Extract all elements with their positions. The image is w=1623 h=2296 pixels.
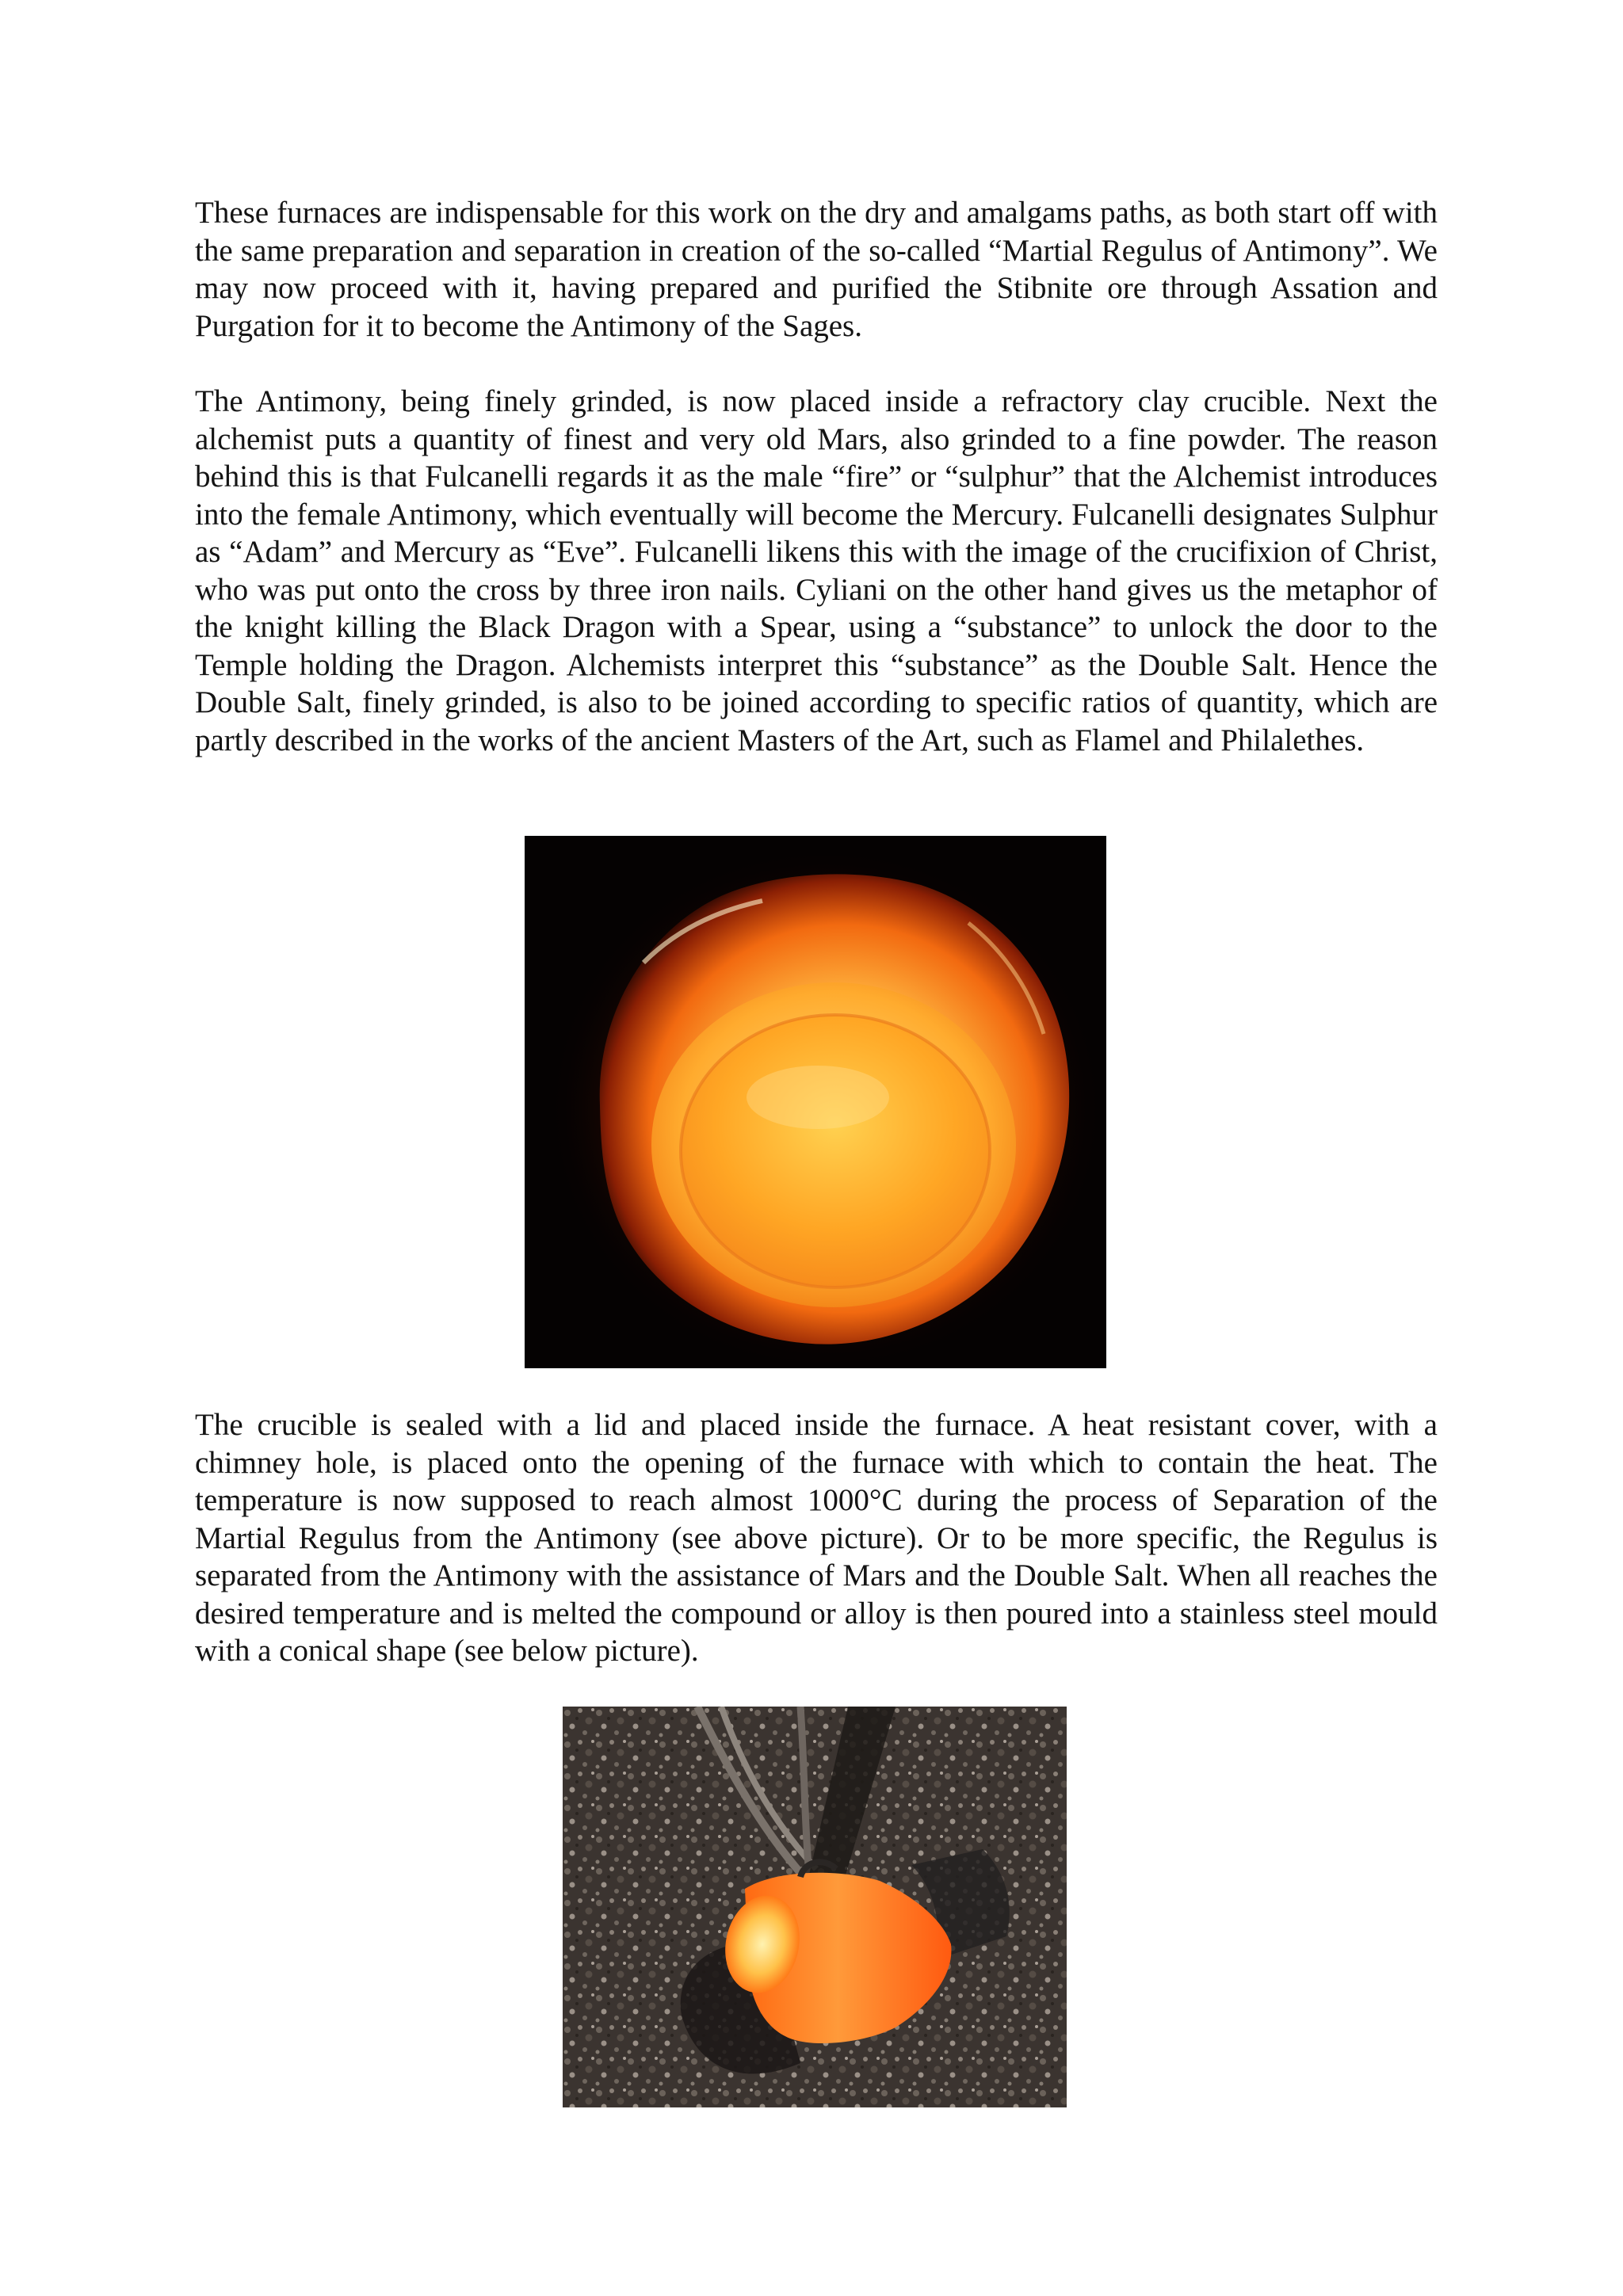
crucible-photo-drawing xyxy=(525,836,1106,1368)
paragraph-antimony-preparation: The Antimony, being finely grinded, is now placed inside a refractory clay crucible. Next the alchemist puts a quantity of finest and very old Mars, also grinded to a fine powder. The reason behind this is that Fulcanelli regards it as the male “fire” or “sulphur” that the Alchemist introduces into the female Antimony, which eventually will become the Mercury. Fulcanelli designates Sulphur as “Adam” and Mercury as “Eve”. Fulcanelli likens this with the image of the crucifixion of Christ, who was put onto the cross by three iron nails. Cyliani on the other hand gives us the metaphor of the knight killing the Black Dragon with a Spear, using a “substance” to unlock the door to the Temple holding the Dragon. Alchemists interpret this “substance” as the Double Salt. Hence the Double Salt, finely grinded, is also to be joined according to specific ratios of quantity, which are partly described in the works of the ancient Masters of the Art, such as Flamel and Philalethes. xyxy=(195,384,1438,757)
conical-mould-photo xyxy=(563,1707,1067,2107)
paragraph-crucible-sealing: The crucible is sealed with a lid and placed inside the furnace. A heat resistant cover, with a chimney hole, is placed onto the opening of the furnace with which to contain the heat. The temperature is now supposed to reach almost 1000°C during the process of Separation of the Martial Regulus from the Antimony (see above picture). Or to be more specific, the Regulus is separated from the Antimony with the assistance of Mars and the Double Salt. When all reaches the desired temperature and is melted the compound or alloy is then poured into a stainless steel mould with a conical shape (see below picture). xyxy=(195,1408,1438,1668)
crucible-in-furnace-photo xyxy=(525,836,1106,1368)
paragraph-furnaces-intro: These furnaces are indispensable for this work on the dry and amalgams paths, as both start off with the same preparation and separation in creation of the so-called “Martial Regulus of Antimony”. We may now proceed with it, having prepared and purified the Stibnite ore through Assation and Purgation for it to become the Antimony of the Sages. xyxy=(195,196,1438,343)
mould-photo-drawing xyxy=(563,1707,1067,2107)
